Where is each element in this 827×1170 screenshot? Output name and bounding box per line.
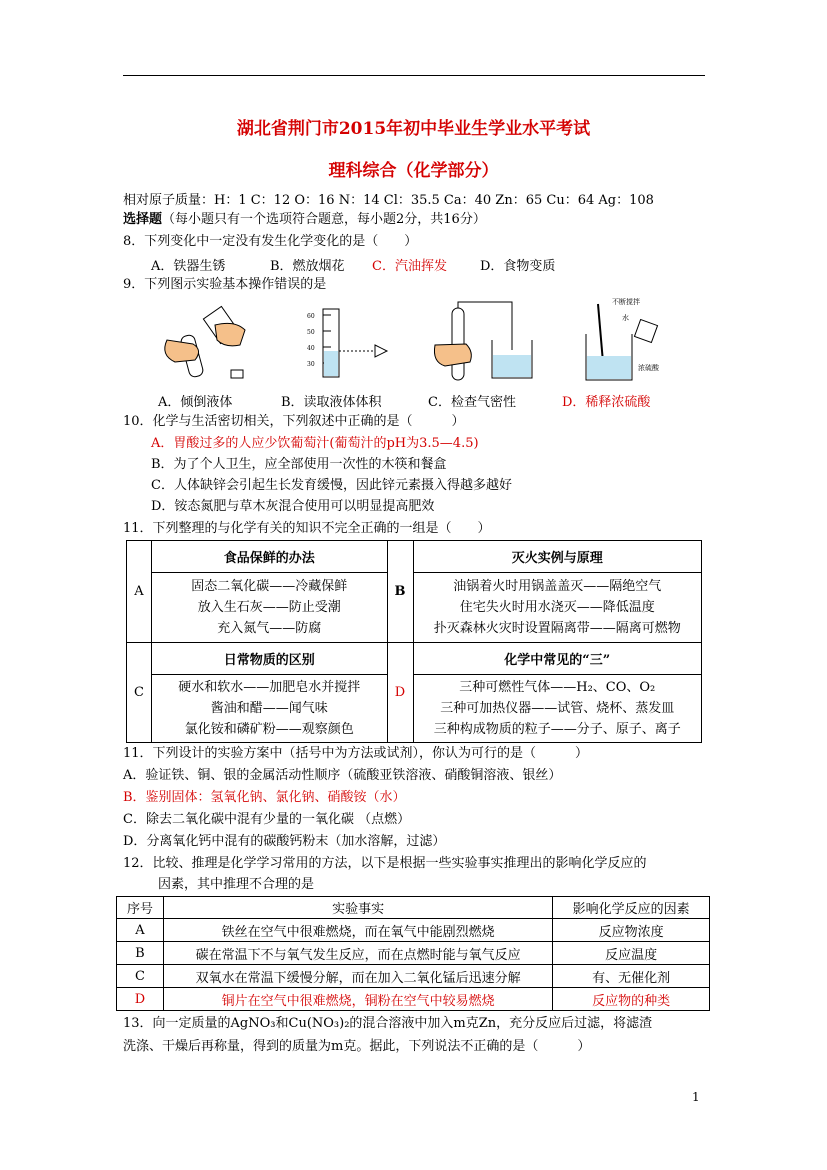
cell-label-a: A	[127, 541, 152, 643]
q10-option-b: B．为了个人卫生，应全部使用一次性的木筷和餐盒	[151, 457, 447, 472]
q11b-option-b: B．鉴别固体：氢氧化钠、氯化钠、硝酸铵（水）	[123, 790, 406, 805]
cell-label-c: C	[127, 643, 152, 743]
table-line: 酱油和醋——闻气味	[210, 701, 328, 716]
header-cell: 实验事实	[163, 897, 552, 919]
q11b-option-d: D．分离氧化钙中混有的碳酸钙粉末（加水溶解，过滤）	[123, 834, 446, 849]
cell-body-c	[151, 675, 387, 743]
cell-label-d: D	[387, 643, 413, 743]
table-cell: 反应物浓度	[553, 919, 710, 942]
table-cell: D	[117, 988, 164, 1011]
tick-label: 50	[307, 329, 315, 336]
table-line: 扑灭森林火灾时设置隔离带——隔离可燃物	[433, 621, 681, 636]
cell-body-d	[413, 675, 702, 743]
table-line: 三种可燃性气体——H₂、CO、O₂	[459, 680, 656, 695]
table-cell: 双氧水在常温下缓慢分解，而在加入二氧化锰后迅速分解	[163, 965, 552, 988]
page-number: 1	[692, 1090, 700, 1104]
section-heading	[123, 211, 486, 229]
q13-line-1: 13．向一定质量的AgNO₃和Cu(NO₃)₂的混合溶液中加入m克Zn，充分反应后过滤，将滤渣	[123, 1016, 653, 1031]
header-cell: 序号	[117, 897, 164, 919]
airtightness-check-figure	[430, 300, 540, 385]
water-label: 水	[622, 314, 629, 322]
q12-stem-1: 12．比较、推理是化学学习常用的方法，以下是根据一些实验事实推理出的影响化学反应的	[123, 856, 647, 871]
q9-option-c: C．检查气密性	[428, 395, 516, 410]
q10-stem: 10．化学与生活密切相关，下列叙述中正确的是（ ）	[123, 414, 465, 429]
table-line: 三种可加热仪器——试管、烧杯、蒸发皿	[440, 701, 675, 716]
q10-option-a: A．胃酸过多的人应少饮葡萄汁(葡萄汁的pH为3.5—4.5)	[151, 436, 479, 451]
q8-option-c: C．汽油挥发	[372, 259, 447, 274]
tick-label: 60	[307, 313, 315, 320]
table-cell: 反应温度	[553, 942, 710, 965]
q10-option-d: D．铵态氮肥与草木灰混合使用可以明显提高肥效	[151, 499, 435, 514]
exam-title: 湖北省荆门市2015年初中毕业生学业水平考试	[236, 119, 591, 139]
exam-subtitle: 理科综合（化学部分）	[328, 161, 499, 181]
q8-option-a: A．铁器生锈	[151, 259, 226, 274]
table-line: 油锅着火时用锅盖盖灭——隔绝空气	[453, 579, 662, 594]
table-cell: 铜片在空气中很难燃烧，铜粉在空气中较易燃烧	[163, 988, 552, 1011]
q13-line-2: 洗涤、干燥后再称量，得到的质量为m克。据此，下列说法不正确的是（ ）	[123, 1039, 591, 1054]
q12-stem-2: 因素，其中推理不合理的是	[158, 877, 315, 892]
q9-option-b: B．读取液体体积	[281, 395, 382, 410]
cell-head-a: 食品保鲜的办法	[151, 541, 387, 573]
q11a-stem: 11．下列整理的与化学有关的知识不完全正确的一组是（ ）	[123, 521, 491, 536]
table-line: 放入生石灰——防止受潮	[197, 600, 341, 615]
table-cell: C	[117, 965, 164, 988]
q9-stem: 9．下列图示实验基本操作错误的是	[123, 277, 327, 292]
knowledge-table	[126, 540, 702, 743]
atomic-masses: 相对原子质量：H：1 C：12 O：16 N：14 Cl：35.5 Ca：40 Zn：65 Cu：64 Ag：108	[123, 193, 654, 208]
table-line: 三种构成物质的粒子——分子、原子、离子	[433, 722, 681, 737]
table-line: 住宅失火时用水浇灭——降低温度	[459, 600, 655, 615]
table-cell: 有、无催化剂	[553, 965, 710, 988]
cell-head-d: 化学中常见的“三”	[413, 643, 702, 675]
section-label: 选择题	[123, 212, 163, 227]
header-cell: 影响化学反应的因素	[553, 897, 710, 919]
q11b-option-a: A．验证铁、铜、银的金属活动性顺序（硫酸亚铁溶液、硝酸铜溶液、银丝）	[123, 768, 562, 783]
cell-head-c: 日常物质的区别	[151, 643, 387, 675]
diluting-acid-figure	[582, 296, 682, 386]
table-cell: 碳在常温下不与氧气发生反应，而在点燃时能与氧气反应	[163, 942, 552, 965]
q8-option-b: B．燃放烟花	[270, 259, 345, 274]
table-line: 固态二氧化碳——冷藏保鲜	[191, 579, 348, 594]
section-note: （每小题只有一个选项符合题意，每小题2分，共16分）	[162, 212, 486, 227]
q8-option-d: D．食物变质	[480, 259, 556, 274]
q8-stem: 8．下列变化中一定没有发生化学变化的是（ ）	[123, 234, 418, 249]
table-cell: 反应物的种类	[553, 988, 710, 1011]
cell-label-b: B	[387, 541, 413, 643]
reaction-factors-table	[116, 896, 710, 1011]
cell-body-b	[413, 573, 702, 643]
stir-label: 不断搅拌	[612, 298, 640, 306]
q10-option-c: C．人体缺锌会引起生长发育缓慢，因此锌元素摄入得越多越好	[151, 478, 512, 493]
q9-option-d: D．稀释浓硫酸	[562, 395, 651, 410]
graduated-cylinder-figure	[305, 305, 405, 380]
pouring-liquid-figure	[155, 300, 255, 385]
tick-label: 30	[307, 361, 315, 368]
table-cell: B	[117, 942, 164, 965]
table-line: 充入氮气——防腐	[217, 621, 322, 636]
q11b-option-c: C．除去二氧化碳中混有少量的一氧化碳 （点燃）	[123, 812, 411, 827]
cell-body-a	[151, 573, 387, 643]
table-cell: 铁丝在空气中很难燃烧，而在氧气中能剧烈燃烧	[163, 919, 552, 942]
tick-label: 40	[307, 345, 315, 352]
header-rule	[123, 75, 705, 76]
cell-head-b: 灭火实例与原理	[413, 541, 702, 573]
q9-option-a: A．倾倒液体	[158, 395, 233, 410]
table-line: 氯化铵和磷矿粉——观察颜色	[184, 722, 354, 737]
acid-label: 浓硫酸	[638, 364, 659, 372]
q11b-stem: 11．下列设计的实验方案中（括号中为方法或试剂），你认为可行的是（ ）	[123, 746, 589, 761]
table-cell: A	[117, 919, 164, 942]
table-line: 硬水和软水——加肥皂水并搅拌	[178, 680, 361, 695]
